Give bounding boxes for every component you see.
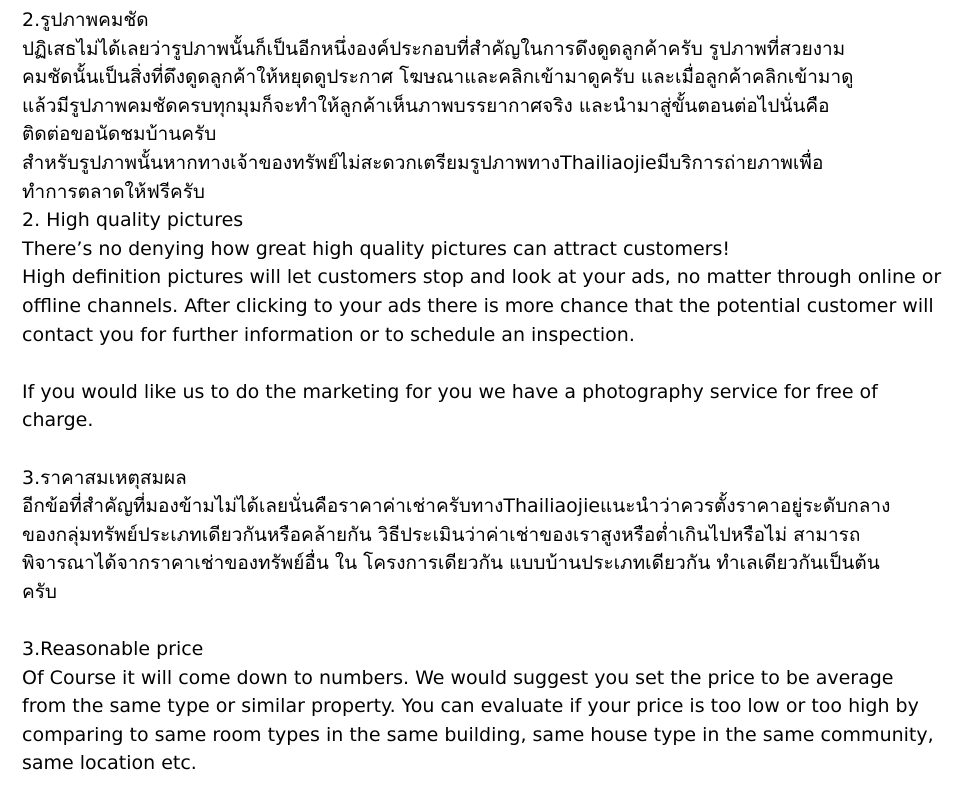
paragraph-line: offline channels. After clicking to your ads there is more chance that the potential customer will: [22, 294, 934, 317]
heading-thai-photos: 2.รูปภาพคมชัด: [22, 9, 149, 31]
paragraph-line: ของกลุ่มทรัพย์ประเภทเดียวกันหรือคล้ายกัน วิธีประเมินว่าค่าเช่าของเราสูงหรือต่ำเกินไปหรือไม่ สามารถ: [22, 523, 861, 546]
section-price-thai: [22, 464, 942, 607]
paragraph-line: คมชัดนั้นเป็นสิ่งที่ดึงดูดลูกค้าให้หยุดดูประกาศ โฆษณาและคลิกเข้ามาดูครับ และเมื่อลูกค้าคลิกเข้ามาดู: [22, 66, 854, 89]
paragraph-line: contact you for further information or to schedule an inspection.: [22, 323, 635, 346]
paragraph-line: ติดต่อขอนัดชมบ้านครับ: [22, 123, 217, 146]
paragraph-line: พิจารณาได้จากราคาเช่าของทรัพย์อื่น ใน โครงการเดียวกัน แบบบ้านประเภทเดียวกัน ทำเลเดียวกันเป็นต้น: [22, 552, 880, 575]
paragraph-line: สำหรับรูปภาพนั้นหากทางเจ้าของทรัพย์ไม่สะดวกเตรียมรูปภาพทางThailiaojieมีบริการถ่ายภาพเพื่อ: [22, 151, 824, 174]
heading-english-photos: 2. High quality pictures: [22, 209, 244, 232]
paragraph-line: If you would like us to do the marketing for you we have a photography service for free of: [22, 380, 878, 403]
paragraph-line: same location etc.: [22, 752, 197, 775]
paragraph-line: charge.: [22, 409, 94, 432]
section-photography-service: [22, 378, 942, 435]
paragraph-line: comparing to same room types in the same building, same house type in the same community,: [22, 723, 934, 746]
spacer: [22, 349, 942, 378]
paragraph-line: ปฏิเสธไม่ได้เลยว่ารูปภาพนั้นก็เป็นอีกหนึ่งองค์ประกอบที่สำคัญในการดึงดูดลูกค้าครับ รูปภาพที่สวยงาม: [22, 37, 846, 60]
paragraph-line: Of Course it will come down to numbers. We would suggest you set the price to be average: [22, 666, 894, 689]
paragraph-line: อีกข้อที่สำคัญที่มองข้ามไม่ได้เลยนั่นคือราคาค่าเช่าครับทางThailiaojieแนะนำว่าควรตั้งราคาอยู่ระดับกลาง: [22, 495, 891, 518]
section-photos: [22, 6, 942, 349]
spacer: [22, 435, 942, 464]
paragraph-line: ทำการตลาดให้ฟรีครับ: [22, 180, 205, 203]
paragraph-line: High definition pictures will let customers stop and look at your ads, no matter through online or: [22, 266, 942, 289]
paragraph-line: แล้วมีรูปภาพคมชัดครบทุกมุมก็จะทำให้ลูกค้าเห็นภาพบรรยากาศจริง และนำมาสู่ขั้นตอนต่อไปนั่นคือ: [22, 94, 830, 117]
spacer: [22, 606, 942, 635]
heading-thai-price: 3.ราคาสมเหตุสมผล: [22, 466, 187, 489]
paragraph-line: from the same type or similar property. You can evaluate if your price is too low or too high by: [22, 695, 919, 718]
paragraph-line: ครับ: [22, 580, 57, 603]
document-body: [22, 6, 942, 778]
paragraph-line: There’s no denying how great high quality pictures can attract customers!: [22, 237, 730, 260]
section-price-english: [22, 635, 942, 778]
heading-english-price: 3.Reasonable price: [22, 638, 204, 661]
